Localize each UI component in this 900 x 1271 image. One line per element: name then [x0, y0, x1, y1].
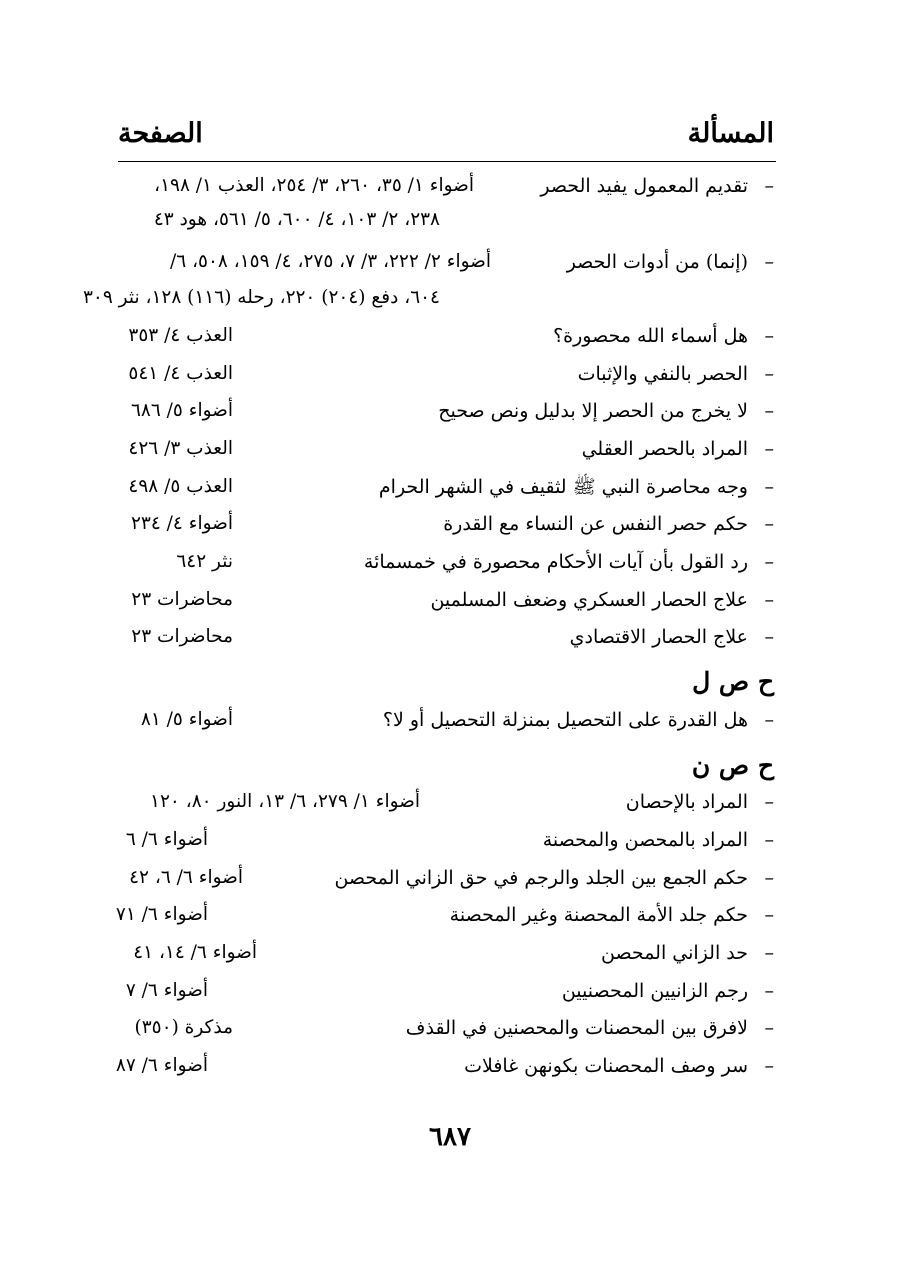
entry-topic: حد الزاني المحصن — [600, 942, 748, 964]
index-entry — [406, 1010, 774, 1046]
entry-topic: علاج الحصار العسكري وضعف المسلمين — [430, 589, 748, 611]
entry-dash: – — [764, 325, 774, 347]
entry-dash: – — [764, 1055, 774, 1077]
header-rule — [118, 161, 776, 162]
entry-reference: العذب ٥/ ٤٩٨ — [128, 476, 233, 497]
entry-dash: – — [764, 1017, 774, 1039]
entry-reference: العذب ٣/ ٤٢٦ — [128, 438, 233, 459]
entry-reference: أضواء ١/ ٣٥، ٢٦٠، ٣/ ٢٥٤، العذب ١/ ١٩٨، — [154, 175, 474, 196]
entry-dash: – — [764, 363, 774, 385]
column-header-issue: المسألة — [687, 118, 774, 149]
index-entry — [450, 897, 774, 933]
entry-dash: – — [764, 791, 774, 813]
index-entry — [379, 469, 774, 505]
entry-dash: – — [764, 476, 774, 498]
entry-reference: أضواء ١/ ٢٧٩، ٦/ ١٣، النور ٨٠، ١٢٠ — [150, 791, 420, 812]
entry-topic: لافرق بين المحصنات والمحصنين في القذف — [405, 1017, 748, 1039]
entry-topic: (إنما) من أدوات الحصر — [566, 251, 748, 273]
entry-dash: – — [764, 626, 774, 648]
entry-dash: – — [764, 980, 774, 1002]
index-entry — [334, 860, 774, 896]
entry-dash: – — [764, 175, 774, 197]
entry-dash: – — [764, 251, 774, 273]
index-entry — [464, 1048, 774, 1084]
entry-topic: رد القول بأن آيات الأحكام محصورة في خمسمائة — [363, 551, 748, 573]
entry-topic: هل القدرة على التحصيل بمنزلة التحصيل أو لا؟ — [382, 709, 748, 731]
index-entry — [553, 318, 774, 354]
index-entry — [430, 582, 774, 618]
entry-topic: تقديم المعمول يفيد الحصر — [540, 175, 748, 197]
entry-dash: – — [764, 904, 774, 926]
entry-topic: رجم الزانيين المحصنيين — [561, 980, 748, 1002]
entry-reference: محاضرات ٢٣ — [131, 589, 233, 610]
entry-topic: حكم حصر النفس عن النساء مع القدرة — [443, 513, 748, 535]
entry-dash: – — [764, 551, 774, 573]
entry-reference: أضواء ٥/ ٦٨٦ — [130, 400, 233, 421]
entry-dash: – — [764, 400, 774, 422]
entry-dash: – — [764, 589, 774, 611]
entry-topic: المراد بالإحصان — [625, 791, 748, 813]
entry-topic: هل أسماء الله محصورة؟ — [553, 325, 748, 347]
section-heading: ح ص ن — [691, 751, 774, 780]
entry-reference: العذب ٤/ ٣٥٣ — [128, 325, 233, 346]
index-entry — [578, 356, 774, 392]
entry-dash: – — [764, 709, 774, 731]
entry-reference: أضواء ٤/ ٢٣٤ — [130, 513, 233, 534]
entry-reference: نثر ٦٤٢ — [176, 551, 233, 572]
entry-reference: أضواء ٢/ ٢٢٢، ٣/ ٧، ٢٧٥، ٤/ ١٥٩، ٥٠٨، ٦/ — [170, 251, 491, 272]
entry-topic: علاج الحصار الاقتصادي — [569, 626, 748, 648]
entry-topic: الحصر بالنفي والإثبات — [577, 363, 748, 385]
index-entry — [601, 935, 774, 971]
entry-topic: سر وصف المحصنات بكونهن غافلات — [464, 1055, 748, 1077]
entry-reference: أضواء ٦/ ٧ — [125, 980, 208, 1001]
entry-dash: – — [764, 513, 774, 535]
index-entry — [562, 973, 774, 1009]
index-entry — [383, 702, 774, 738]
entry-reference: أضواء ٦/ ١٤، ٤١ — [133, 942, 257, 963]
index-entry — [582, 431, 774, 467]
entry-reference-continuation: ٦٠٤، دفع (٢٠٤) ٢٢٠، رحله (١١٦) ١٢٨، نثر ٣٠٩ — [82, 287, 440, 308]
entry-reference: العذب ٤/ ٥٤١ — [128, 363, 233, 384]
section-heading: ح ص ل — [692, 667, 774, 696]
entry-reference: أضواء ٦/ ٨٧ — [115, 1055, 208, 1076]
entry-topic: وجه محاصرة النبي ﷺ لثقيف في الشهر الحرام — [378, 476, 748, 498]
entry-reference: محاضرات ٢٣ — [131, 626, 233, 647]
index-entry — [570, 619, 774, 655]
entry-topic: المراد بالحصر العقلي — [581, 438, 748, 460]
index-entry — [540, 168, 774, 204]
index-entry — [626, 784, 774, 820]
entry-dash: – — [764, 867, 774, 889]
index-entry — [443, 506, 774, 542]
entry-reference: أضواء ٥/ ٨١ — [140, 709, 233, 730]
entry-topic: حكم الجمع بين الجلد والرجم في حق الزاني المحصن — [334, 867, 748, 889]
entry-reference: مذكرة (٣٥٠) — [134, 1017, 233, 1038]
entry-topic: لا يخرج من الحصر إلا بدليل ونص صحيح — [438, 400, 748, 422]
index-entry — [438, 393, 774, 429]
entry-topic: المراد بالمحصن والمحصنة — [542, 829, 748, 851]
entry-dash: – — [764, 438, 774, 460]
entry-reference-continuation: ٢٣٨، ٢/ ١٠٣، ٤/ ٦٠٠، ٥/ ٥٦١، هود ٤٣ — [153, 209, 440, 230]
page-number: ٦٨٧ — [429, 1122, 471, 1152]
entry-reference: أضواء ٦/ ٦ — [125, 829, 208, 850]
index-entry — [364, 544, 774, 580]
column-header-page: الصفحة — [118, 118, 203, 149]
entry-dash: – — [764, 942, 774, 964]
entry-dash: – — [764, 829, 774, 851]
entry-reference: أضواء ٦/ ٦، ٤٢ — [129, 867, 243, 888]
entry-reference: أضواء ٦/ ٧١ — [115, 904, 208, 925]
entry-topic: حكم جلد الأمة المحصنة وغير المحصنة — [449, 904, 748, 926]
index-entry — [567, 244, 774, 280]
index-entry — [543, 822, 774, 858]
